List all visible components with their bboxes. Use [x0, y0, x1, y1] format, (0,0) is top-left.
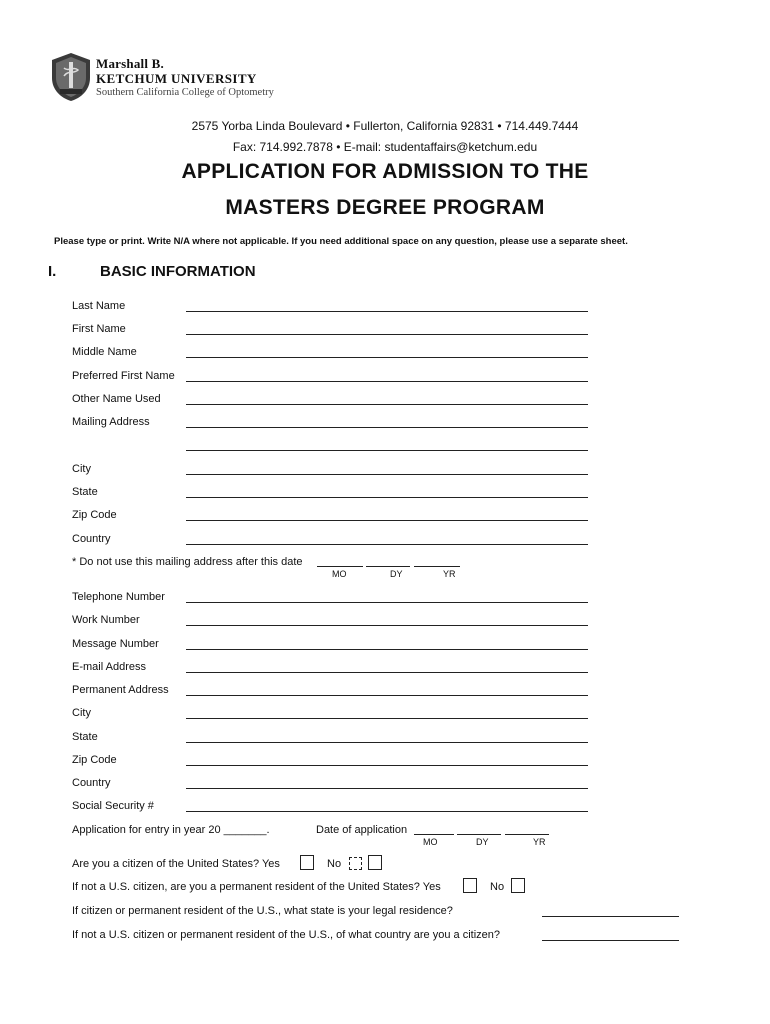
- telephone-field[interactable]: [186, 602, 588, 603]
- yr-caption: YR: [443, 569, 456, 579]
- middle-name-field[interactable]: [186, 357, 588, 358]
- citizen-no-label: No: [327, 858, 342, 870]
- form-title-line2: MASTERS DEGREE PROGRAM: [225, 196, 545, 219]
- perm-city-field[interactable]: [186, 718, 588, 719]
- first-name-label: First Name: [72, 323, 126, 335]
- perm-country-label: Country: [72, 777, 111, 789]
- entry-year-label: Application for entry in year 20 _______.: [72, 824, 270, 836]
- state-label: State: [72, 486, 98, 498]
- telephone-label: Telephone Number: [72, 591, 165, 603]
- mailing-address-field-2[interactable]: [186, 450, 588, 451]
- mo-field[interactable]: [317, 566, 363, 567]
- ssn-field[interactable]: [186, 811, 588, 812]
- country-citizen-field[interactable]: [542, 940, 679, 941]
- work-number-field[interactable]: [186, 625, 588, 626]
- work-number-label: Work Number: [72, 614, 140, 626]
- yr-field[interactable]: [414, 566, 460, 567]
- last-name-label: Last Name: [72, 300, 126, 312]
- perm-resident-no-checkbox[interactable]: [511, 878, 525, 893]
- perm-zip-field[interactable]: [186, 765, 588, 766]
- country-label: Country: [72, 533, 111, 545]
- legal-residence-question: If citizen or permanent resident of the U.S., what state is your legal residence?: [72, 905, 453, 917]
- citizen-yes-checkbox[interactable]: [300, 855, 314, 870]
- citizen-no-checkbox[interactable]: [368, 855, 382, 870]
- org-line1: Marshall B.: [96, 56, 164, 71]
- contact-line: Fax: 714.992.7878 • E-mail: studentaffairs@ketchum.edu: [232, 140, 538, 154]
- perm-state-label: State: [72, 731, 98, 743]
- app-dy-field[interactable]: [457, 834, 501, 835]
- date-of-application-label: Date of application: [316, 824, 408, 836]
- last-name-field[interactable]: [186, 311, 588, 312]
- state-field[interactable]: [186, 497, 588, 498]
- citizen-question: Are you a citizen of the United States? Yes: [72, 858, 280, 870]
- message-number-label: Message Number: [72, 638, 159, 650]
- perm-state-field[interactable]: [186, 742, 588, 743]
- mailing-address-label: Mailing Address: [72, 416, 150, 428]
- perm-resident-yes-checkbox[interactable]: [463, 878, 477, 893]
- city-field[interactable]: [186, 474, 588, 475]
- dy-caption: DY: [390, 569, 403, 579]
- instructions: Please type or print. Write N/A where not applicable. If you need additional space on any question, please use a separate sheet.: [54, 236, 628, 247]
- perm-country-field[interactable]: [186, 788, 588, 789]
- perm-city-label: City: [72, 707, 91, 719]
- form-title-line1: APPLICATION FOR ADMISSION TO THE: [181, 160, 589, 183]
- legal-residence-field[interactable]: [542, 916, 679, 917]
- app-mo-field[interactable]: [414, 834, 454, 835]
- dy-field[interactable]: [366, 566, 410, 567]
- do-not-use-label: * Do not use this mailing address after this date: [72, 556, 303, 568]
- org-line2: KETCHUM UNIVERSITY: [96, 71, 257, 86]
- ssn-label: Social Security #: [72, 800, 154, 812]
- perm-resident-no-label: No: [490, 881, 505, 893]
- permanent-address-field[interactable]: [186, 695, 588, 696]
- country-citizen-question: If not a U.S. citizen or permanent resident of the U.S., of what country are you a citizen?: [72, 929, 500, 941]
- section-title: BASIC INFORMATION: [100, 263, 256, 280]
- university-shield-icon: [50, 52, 92, 102]
- other-name-field[interactable]: [186, 404, 588, 405]
- citizen-no-checkbox-outline: [349, 857, 362, 870]
- middle-name-label: Middle Name: [72, 346, 137, 358]
- zip-label: Zip Code: [72, 509, 117, 521]
- country-field[interactable]: [186, 544, 588, 545]
- address-line: 2575 Yorba Linda Boulevard • Fullerton, California 92831 • 714.449.7444: [191, 119, 579, 133]
- city-label: City: [72, 463, 91, 475]
- app-yr-field[interactable]: [505, 834, 549, 835]
- perm-resident-question: If not a U.S. citizen, are you a permanent resident of the United States? Yes: [72, 881, 441, 893]
- org-line3: Southern California College of Optometry: [96, 87, 274, 98]
- message-number-field[interactable]: [186, 649, 588, 650]
- app-dy-caption: DY: [476, 837, 489, 847]
- email-label: E-mail Address: [72, 661, 146, 673]
- preferred-first-name-field[interactable]: [186, 381, 588, 382]
- mailing-address-field[interactable]: [186, 427, 588, 428]
- section-heading: [48, 263, 256, 280]
- zip-field[interactable]: [186, 520, 588, 521]
- preferred-first-name-label: Preferred First Name: [72, 370, 175, 382]
- app-mo-caption: MO: [423, 837, 438, 847]
- perm-zip-label: Zip Code: [72, 754, 117, 766]
- section-number: I.: [48, 263, 57, 280]
- university-name: [96, 56, 274, 100]
- first-name-field[interactable]: [186, 334, 588, 335]
- other-name-label: Other Name Used: [72, 393, 161, 405]
- app-yr-caption: YR: [533, 837, 546, 847]
- email-field[interactable]: [186, 672, 588, 673]
- permanent-address-label: Permanent Address: [72, 684, 169, 696]
- mo-caption: MO: [332, 569, 347, 579]
